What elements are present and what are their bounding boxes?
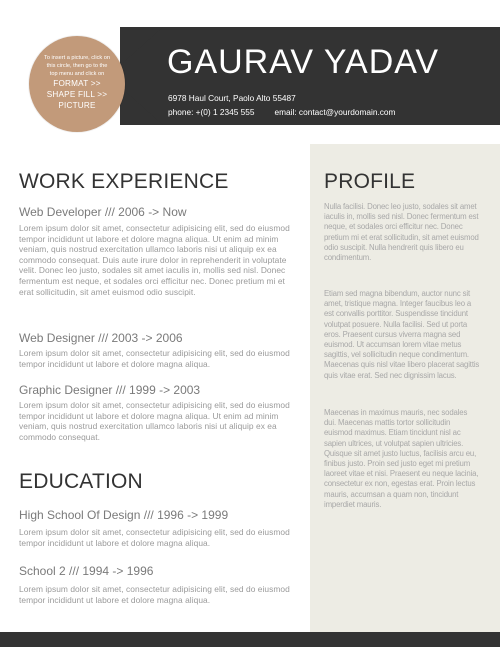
education-title: EDUCATION (19, 470, 143, 493)
work-entry-1-body: Lorem ipsum dolor sit amet, consectetur adipisicing elit, sed do eiusmod tempor incididunt ut labore et dolore magna aliqua. Ut enim ad minim veniam, quis nostrud exercitation ullamco laboris nisi ut aliquip ex ea commodo consequat. Duis aute irure dolor in reprehenderit in voluptate velit. Donec leo justo, sodales sit amet iaculis in, mollis sed nisl. Donec fermentum est neque, et sodales orci efficitur nec. Donec pretium mi et erat sollicitudin, sit amet euismod odio suscipit. (19, 223, 290, 297)
work-entry-3-title: Graphic Designer /// 1999 -> 2003 (19, 383, 201, 397)
profile-paragraph-1: Nulla facilisi. Donec leo justo, sodales sit amet iaculis in, mollis sed nisl. Donec fermentum est neque, et sodales orci efficitur nec. Donec pretium mi et erat sollicitudin, sit amet euismod odio suscipit. Nulla hendrerit quis libero eu condimentum. (324, 202, 479, 263)
photo-instruction: To insert a picture, click on this circle, then go to the top menu and click on (44, 54, 110, 77)
education-entry-1-title: High School Of Design /// 1996 -> 1999 (19, 508, 229, 522)
phone: phone: +(0) 1 2345 555 (168, 107, 255, 117)
photo-format-label: FORMAT >> (53, 78, 101, 88)
contact-row (168, 107, 395, 117)
footer-band (0, 632, 500, 647)
address: 6978 Haul Court, Paolo Alto 55487 (168, 93, 296, 103)
education-entry-2-body: Lorem ipsum dolor sit amet, consectetur adipisicing elit, sed do eiusmod tempor incididunt ut labore et dolore magna aliqua. (19, 584, 290, 605)
photo-placeholder[interactable] (29, 36, 125, 132)
profile-title: PROFILE (324, 170, 416, 193)
work-entry-2-title: Web Designer /// 2003 -> 2006 (19, 331, 183, 345)
work-entry-2-body: Lorem ipsum dolor sit amet, consectetur adipisicing elit, sed do eiusmod tempor incididunt ut labore et dolore magna aliqua. (19, 348, 290, 369)
email: email: contact@yourdomain.com (274, 107, 396, 117)
education-entry-2-title: School 2 /// 1994 -> 1996 (19, 564, 154, 578)
work-entry-3-body: Lorem ipsum dolor sit amet, consectetur adipisicing elit, sed do eiusmod tempor incididunt ut labore et dolore magna aliqua. Ut enim ad minim veniam, quis nostrud exercitation ullamco laboris nisi ut aliquip ex ea commodo consequat. (19, 400, 290, 442)
work-experience-title: WORK EXPERIENCE (19, 170, 229, 193)
photo-picture-label: PICTURE (58, 100, 96, 110)
candidate-name: GAURAV YADAV (167, 43, 440, 81)
profile-paragraph-2: Etiam sed magna bibendum, auctor nunc sit amet, tristique magna. Integer faucibus leo a est convallis porttitor. Suspendisse tincidunt volutpat posuere. Nulla facilisi. Sed ut porta eros. Praesent cursus viverra magna sed euismod. Ut accumsan lorem vitae metus sagittis, vel sollicitudin neque condimentum. Maecenas quis nisl vitae libero placerat sagittis quis vitae erat. Sed nec dignissim lacus. (324, 289, 480, 380)
education-entry-1-body: Lorem ipsum dolor sit amet, consectetur adipisicing elit, sed do eiusmod tempor incididunt ut labore et dolore magna aliqua. (19, 527, 290, 548)
work-entry-1-title: Web Developer /// 2006 -> Now (19, 205, 187, 219)
profile-paragraph-3: Maecenas in maximus mauris, nec sodales dui. Maecenas mattis tortor sollicitudin euismod maximus. Etiam tincidunt nisl ac sapien ultrices, ut volutpat sapien ultricies. Quisque sit amet justo luctus, facilisis arcu eu, finibus justo. Proin sed justo eget mi pretium laoreet vitae et nisi. Praesent eu neque lacinia, consectetur ex non, egestas erat. Proin lectus mauris, accumsan a quam non, tincidunt imperdiet mauris. (324, 408, 479, 509)
photo-shape-fill-label: SHAPE FILL >> (46, 89, 108, 99)
